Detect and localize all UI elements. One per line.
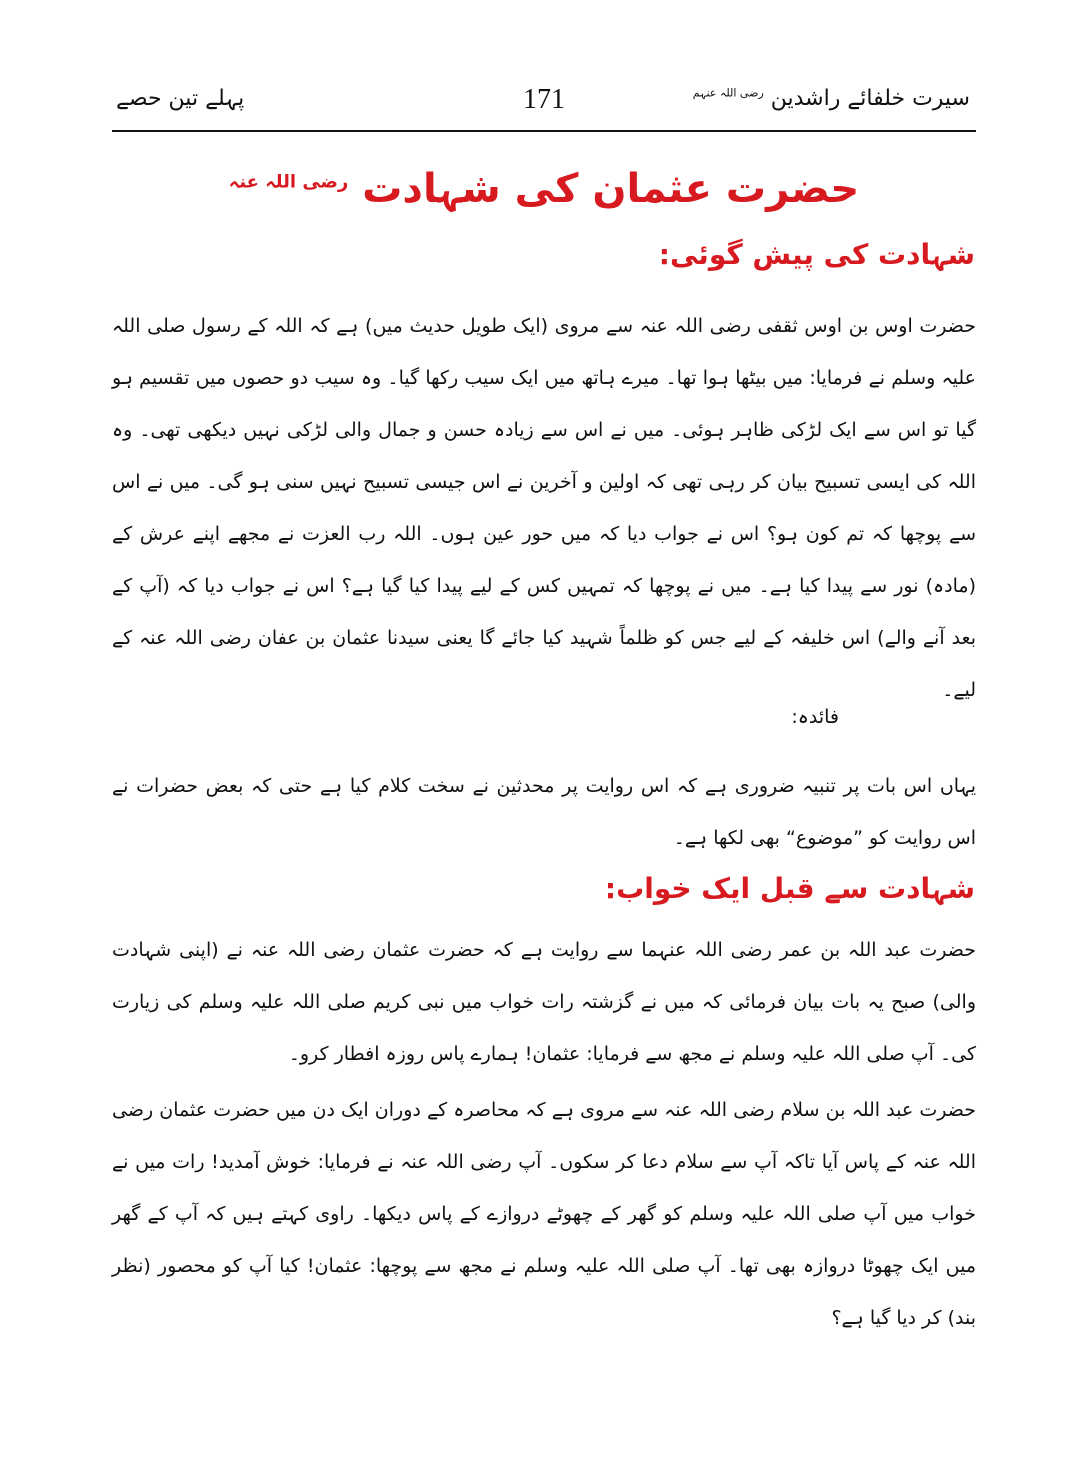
chapter-title bbox=[112, 166, 976, 212]
header-section-name: پہلے تین حصے bbox=[116, 86, 245, 111]
header-honorific: رضی اللہ عنہم bbox=[692, 86, 764, 100]
paragraph-dream-ibn-salam: حضرت عبد اللہ بن سلام رضی اللہ عنہ سے مروی ہے کہ محاصرہ کے دوران ایک دن میں حضرت عثمان رضی اللہ عنہ کے پاس آیا تاکہ آپ سے سلام دعا کر سکوں۔ آپ رضی اللہ عنہ نے فرمایا: خوش آمدید! رات میں نے خواب میں آپ صلی اللہ علیہ وسلم کو گھر کے چھوٹے دروازے کے پاس دیکھا۔ راوی کہتے ہیں کہ آپ کے گھر میں ایک چھوٹا دروازہ بھی تھا۔ آپ صلی اللہ علیہ وسلم نے مجھ سے پوچھا: عثمان! کیا آپ کو محصور (نظر بند) کر دیا گیا ہے؟ bbox=[112, 1099, 976, 1329]
chapter-title-honorific: رضی اللہ عنہ bbox=[228, 171, 349, 193]
running-header bbox=[112, 82, 976, 132]
note-label: فائدہ: bbox=[791, 706, 839, 728]
paragraph-dream-ibn-umar: حضرت عبد اللہ بن عمر رضی اللہ عنہما سے روایت ہے کہ حضرت عثمان رضی اللہ عنہ نے (اپنی شہادت والی) صبح یہ بات بیان فرمائی کہ میں نے گزشتہ رات خواب میں نبی کریم صلی اللہ علیہ وسلم کی زیارت کی۔ آپ صلی اللہ علیہ وسلم نے مجھ سے فرمایا: عثمان! ہمارے پاس روزہ افطار کرو۔ bbox=[112, 939, 976, 1065]
paragraph-prophecy-hadith: حضرت اوس بن اوس ثقفی رضی اللہ عنہ سے مروی (ایک طویل حدیث میں) ہے کہ اللہ کے رسول صلی اللہ علیہ وسلم نے فرمایا: میں بیٹھا ہوا تھا۔ میرے ہاتھ میں ایک سیب رکھا گیا۔ وہ سیب دو حصوں میں تقسیم ہو گیا تو اس سے ایک لڑکی ظاہر ہوئی۔ میں نے اس سے زیادہ حسن و جمال والی لڑکی نہیں دیکھی تھی۔ وہ اللہ کی ایسی تسبیح بیان کر رہی تھی کہ اولین و آخرین نے اس جیسی تسبیح نہیں سنی ہو گی۔ میں نے اس سے پوچھا کہ تم کون ہو؟ اس نے جواب دیا کہ میں حور عین ہوں۔ اللہ رب العزت نے مجھے اپنے عرش کے (مادہ) نور سے پیدا کیا ہے۔ میں نے پوچھا کہ تمہیں کس کے لیے پیدا کیا گیا ہے؟ اس نے جواب دیا کہ (آپ کے بعد آنے والے) اس خلیفہ کے لیے جس کو ظلماً شہید کیا جائے گا یعنی سیدنا عثمان بن عفان رضی اللہ عنہ کے لیے۔ bbox=[112, 315, 976, 701]
section-heading-prophecy: شہادت کی پیش گوئی: bbox=[658, 238, 975, 271]
section-heading-dream: شہادت سے قبل ایک خواب: bbox=[604, 872, 975, 905]
paragraph-note: یہاں اس بات پر تنبیہ ضروری ہے کہ اس روایت پر محدثین نے سخت کلام کیا ہے حتی کہ بعض حضرات نے اس روایت کو ”موضوع“ بھی لکھا ہے۔ bbox=[112, 775, 976, 849]
page-number: 171 bbox=[523, 84, 565, 115]
book-title-text: سیرت خلفائے راشدین bbox=[770, 86, 970, 111]
chapter-title-text: حضرت عثمان کی شہادت bbox=[362, 166, 860, 212]
